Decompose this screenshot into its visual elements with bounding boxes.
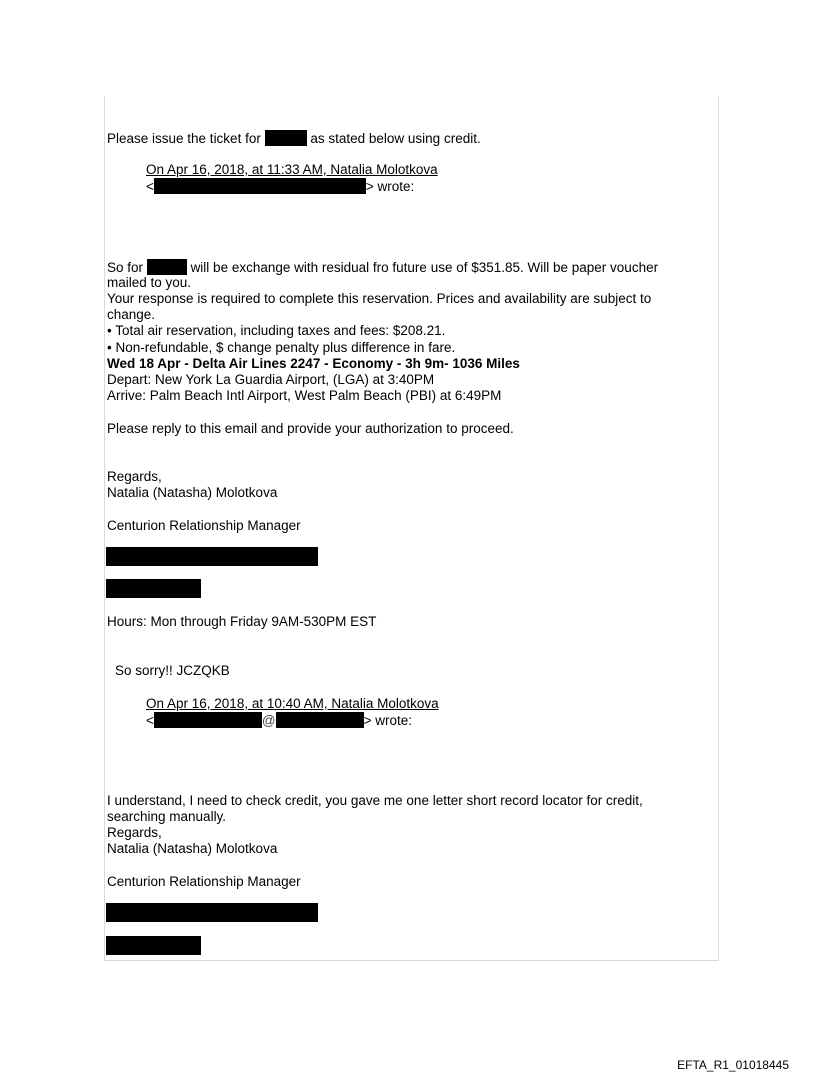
- hours-line: Hours: Mon through Friday 9AM-530PM EST: [107, 614, 377, 629]
- flight-line: [107, 356, 520, 372]
- depart-line: Depart: New York La Guardia Airport, (LGA) at 3:40PM: [107, 372, 435, 387]
- response-line-2: change.: [107, 307, 156, 322]
- redaction-box: [154, 178, 366, 194]
- bullet-total: • Total air reservation, including taxes and fees: $208.21.: [107, 323, 446, 338]
- document-id: EFTA_R1_01018445: [677, 1058, 789, 1072]
- angle-open: <: [146, 179, 154, 194]
- so-for-text: So for: [107, 260, 144, 275]
- quote-header-2: On Apr 16, 2018, at 10:40 AM, Natalia Molotkova: [146, 696, 439, 711]
- understand-line-1: I understand, I need to check credit, you gave me one letter short record locator for credit,: [107, 793, 643, 808]
- redaction-box: [276, 712, 364, 728]
- intro-line: [107, 130, 481, 147]
- reply-line: Please reply to this email and provide your authorization to proceed.: [107, 421, 514, 436]
- sender-name-1: Natalia (Natasha) Molotkova: [107, 485, 278, 500]
- quote-email-line-1: [146, 178, 414, 195]
- wrote-label: > wrote:: [363, 713, 413, 728]
- bullet-nonrefundable: • Non-refundable, $ change penalty plus difference in fare.: [107, 340, 456, 355]
- redaction-box: [147, 259, 187, 275]
- exchange-text: will be exchange with residual fro future use of $351.85. Will be paper voucher: [190, 260, 659, 275]
- redaction-box: [106, 547, 318, 566]
- regards-1: Regards,: [107, 469, 162, 484]
- regards-2: Regards,: [107, 825, 162, 840]
- intro-text-after: as stated below using credit.: [310, 131, 481, 146]
- sorry-line: So sorry!! JCZQKB: [115, 663, 230, 678]
- arrive-line: Arrive: Palm Beach Intl Airport, West Palm Beach (PBI) at 6:49PM: [107, 388, 502, 403]
- quote-email-line-2: [146, 712, 412, 729]
- flight-text: Wed 18 Apr - Delta Air Lines 2247 - Economy - 3h 9m- 1036 Miles: [107, 356, 520, 371]
- at-sign: @: [261, 713, 276, 728]
- redaction-box: [106, 936, 201, 955]
- exchange-line: [107, 259, 658, 276]
- redaction-box: [265, 130, 307, 146]
- mailed-line: mailed to you.: [107, 275, 192, 290]
- wrote-label: > wrote:: [365, 179, 415, 194]
- sender-name-2: Natalia (Natasha) Molotkova: [107, 841, 278, 856]
- sender-title-2: Centurion Relationship Manager: [107, 874, 301, 889]
- redaction-box: [106, 579, 201, 598]
- intro-text-before: Please issue the ticket for: [107, 131, 261, 146]
- quote-header-1: On Apr 16, 2018, at 11:33 AM, Natalia Molotkova: [146, 162, 438, 177]
- redaction-box: [154, 712, 262, 728]
- sender-title-1: Centurion Relationship Manager: [107, 518, 301, 533]
- response-line-1: Your response is required to complete this reservation. Prices and availability are subject to: [107, 291, 652, 306]
- angle-open: <: [146, 713, 154, 728]
- redaction-box: [106, 903, 318, 922]
- understand-line-2: searching manually.: [107, 809, 227, 824]
